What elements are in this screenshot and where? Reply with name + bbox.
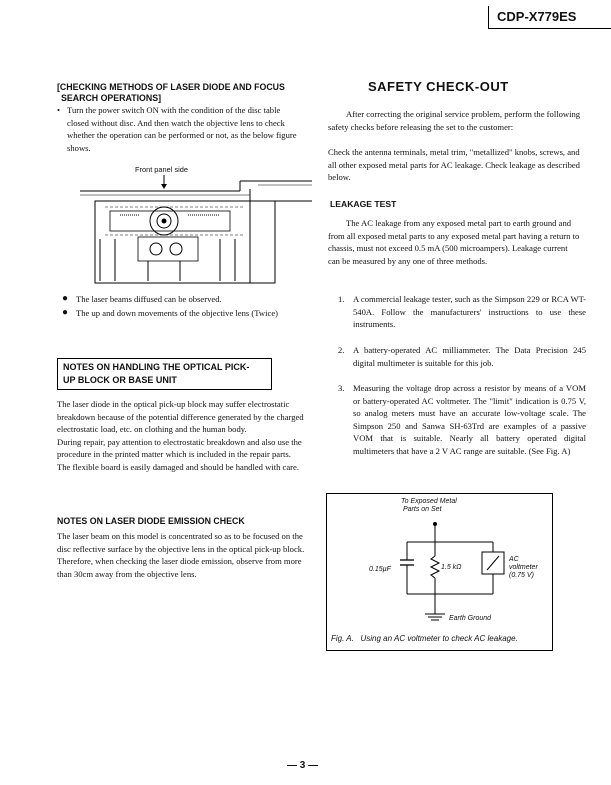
safety-intro-2: Check the antenna terminals, metal trim, "metallized" knobs, screws, and all other exposed metal parts for AC leakage. Check leakage as described below. — [328, 147, 580, 183]
figure-top-label-1: To Exposed Metal — [401, 498, 457, 505]
bullet-icon: • — [57, 105, 61, 115]
model-number: CDP-X779ES — [488, 6, 611, 29]
bullet-icon: ● — [62, 293, 69, 304]
checking-methods-heading — [57, 82, 307, 104]
earth-ground-label: Earth Ground — [449, 615, 492, 622]
leakage-text: The AC leakage from any exposed metal part to earth ground and from all exposed metal parts to any exposed metal part having a return to chassis, must not exceed 0.5 mA (500 microampers). Leakage current can be measured by any one of three methods. — [328, 218, 580, 266]
safety-title: SAFETY CHECK-OUT — [368, 79, 509, 94]
leakage-heading: LEAKAGE TEST — [330, 199, 397, 209]
capacitor-label: 0.15µF — [369, 566, 391, 573]
figure-a-box — [326, 493, 553, 651]
emission-text: The laser beam on this model is concentrated so as to be focused on the disc reflective surface by the objective lens in the optical pick-up block. Therefore, when checking the laser diode emission, observe from more than 30cm away from the objective lens. — [57, 531, 305, 579]
notes-handling-box: NOTES ON HANDLING THE OPTICAL PICK- UP BLOCK OR BASE UNIT — [57, 358, 272, 390]
bullet-item: ● The up and down movements of the objective lens (Twice) — [62, 306, 279, 318]
intro-paragraph: • Turn the power switch ON with the condition of the disc table closed without disc. And then watch the objective lens to check whether the operation can be performed or not, as the below figure shows. — [57, 105, 297, 153]
voltmeter-label: AC voltmeter (0.75 V) — [509, 556, 538, 579]
front-panel-label: Front panel side — [135, 165, 188, 174]
bullet-item: ● The laser beams diffused can be observed. — [62, 293, 222, 304]
notes-handling-text: The laser diode in the optical pick-up block may suffer electrostatic breakdown because of the potential difference generated by the charged electrostatic load, etc. on clothing and the human body. During repair, pay attention to electrostatic breakdown and also use the procedure in the printed matter which is included in the repair parts. The flexible board is easily damaged and should be handled with care. — [57, 399, 304, 472]
safety-intro: After correcting the original service problem, perform the following safety checks before releasing the set to the customer: — [328, 109, 581, 132]
page-number: — 3 — — [287, 760, 319, 771]
bullet-icon: ● — [62, 306, 69, 318]
heading-line1: [CHECKING METHODS OF LASER DIODE AND FOCUS — [57, 82, 285, 92]
bullet-list — [62, 293, 312, 319]
pickup-figure — [80, 175, 312, 287]
list-item: 3. Measuring the voltage drop across a resistor by means of a VOM or battery-operated AC voltmeter. The "limit" indication is 0.75 V, so analog meters must have an accurate low-voltage scale. The Simpson 250 and Sanwa SH-63Trd are examples of a passive VOM that is suitable. Nearly all battery operated digital multimeters that have a 2 V AC range are suitable. (See Fig. A) — [338, 383, 586, 456]
emission-heading: NOTES ON LASER DIODE EMISSION CHECK — [57, 516, 245, 526]
heading-line2: SEARCH OPERATIONS] — [61, 93, 162, 103]
list-item: 1. A commercial leakage tester, such as the Simpson 229 or RCA WT-540A. Follow the manufacturers' instructions to use these instruments. — [338, 294, 586, 330]
list-item: 2. A battery-operated AC milliammeter. The Data Precision 245 digital multimeter is suitable for this job. — [338, 345, 586, 368]
figure-top-label-2: Parts on Set — [403, 506, 442, 513]
figure-caption: Fig. A. Using an AC voltmeter to check AC leakage. — [331, 634, 518, 643]
resistor-label: 1.5 kΩ — [441, 564, 462, 571]
